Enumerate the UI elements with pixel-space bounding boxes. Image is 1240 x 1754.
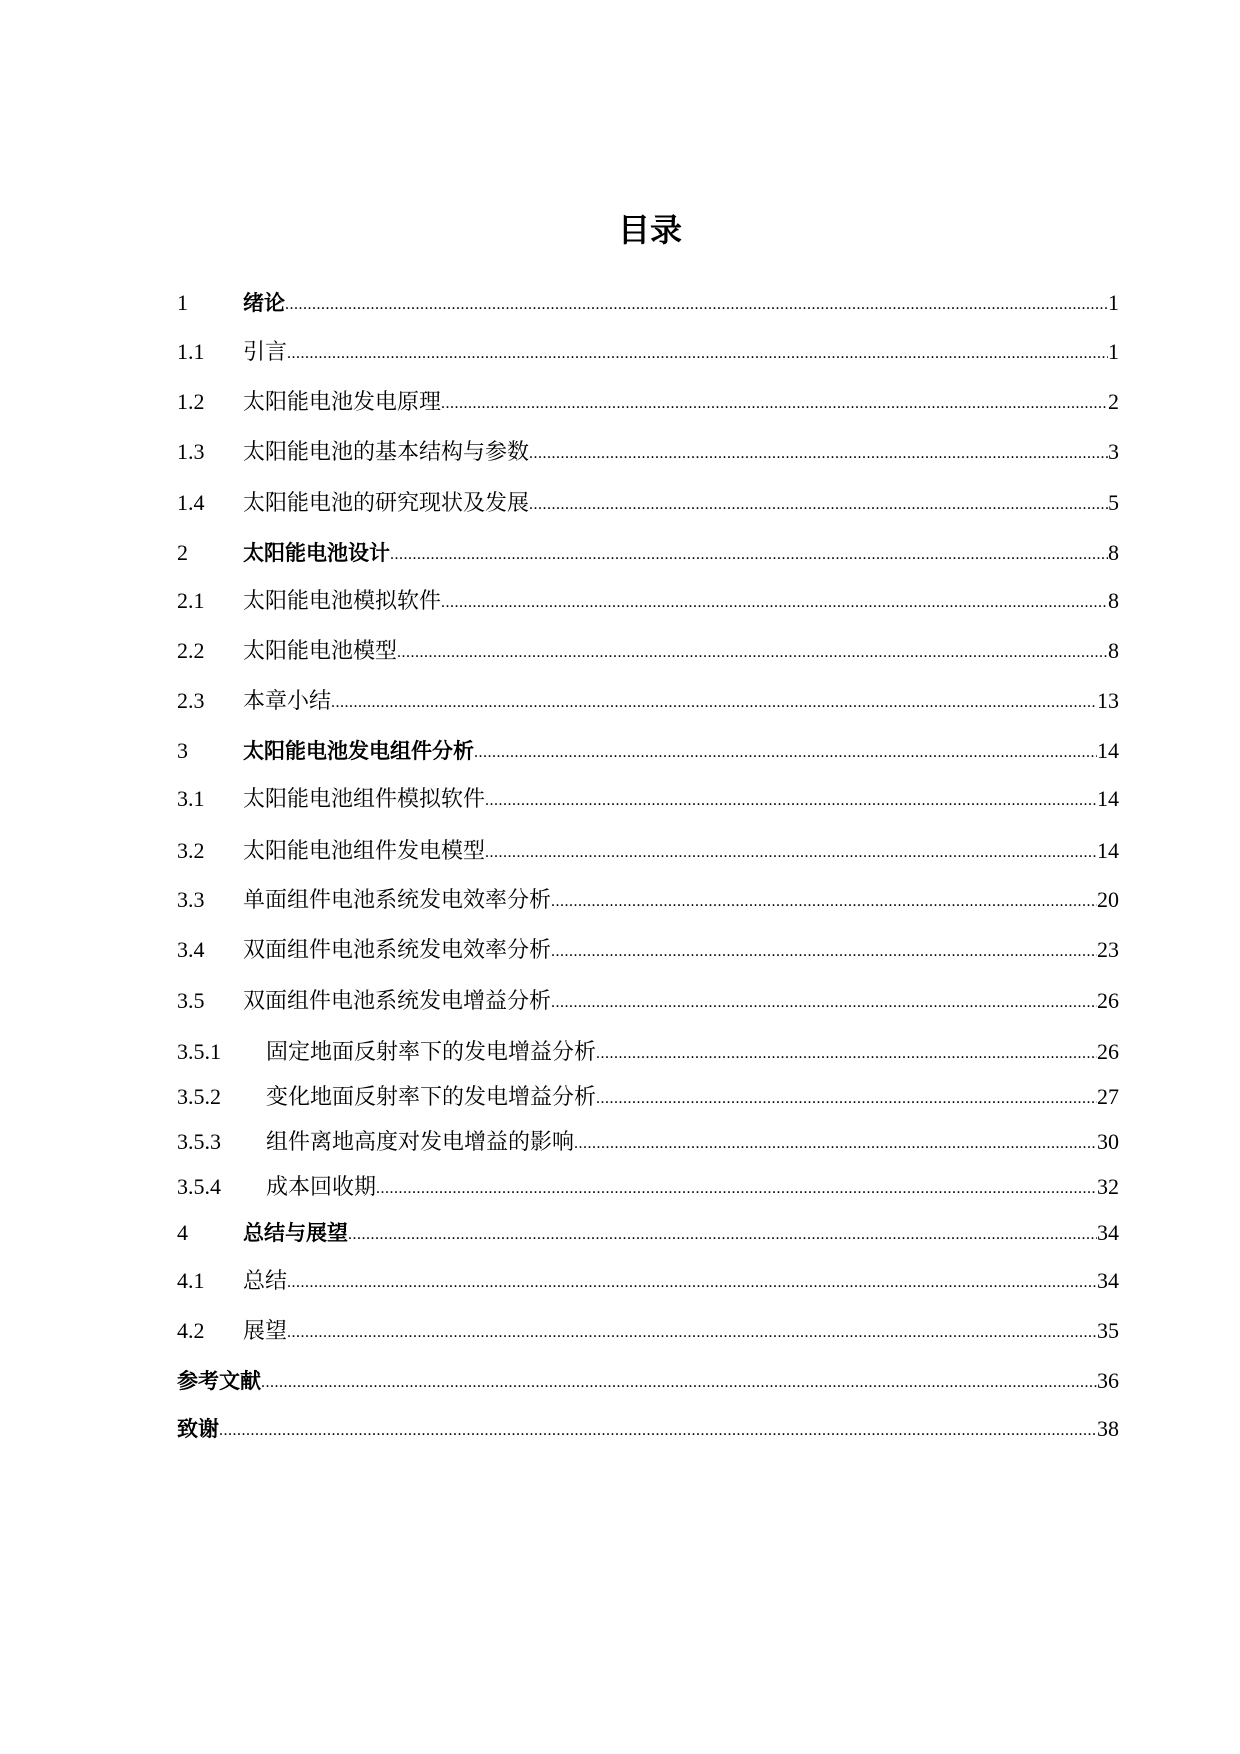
leader-dots bbox=[551, 939, 1097, 965]
toc-entry-label: 太阳能电池模拟软件 bbox=[243, 588, 442, 613]
toc-entry-number: 3.5.1 bbox=[177, 1039, 221, 1064]
toc-entry-page: 14 bbox=[1097, 838, 1119, 863]
toc-entry-label: 参考文献 bbox=[177, 1369, 261, 1393]
toc-entry-label: 太阳能电池模型 bbox=[243, 638, 398, 663]
toc-entry-page: 30 bbox=[1097, 1129, 1119, 1154]
toc-entry[interactable] bbox=[177, 986, 1119, 1016]
toc-entry-label: 太阳能电池设计 bbox=[243, 541, 390, 565]
toc-entry-number: 3.5.2 bbox=[177, 1084, 221, 1109]
toc-entry-number: 2.2 bbox=[177, 638, 205, 663]
toc-entry-page: 2 bbox=[1108, 389, 1119, 414]
toc-entry[interactable] bbox=[177, 836, 1119, 866]
leader-dots bbox=[287, 1270, 1097, 1296]
toc-entry-number: 2.1 bbox=[177, 588, 205, 613]
toc-entry[interactable] bbox=[177, 636, 1119, 666]
toc-entry-number: 4.2 bbox=[177, 1318, 205, 1343]
toc-entry[interactable] bbox=[177, 288, 1119, 318]
toc-entry-page: 34 bbox=[1097, 1220, 1119, 1245]
leader-dots bbox=[551, 889, 1097, 915]
toc-entry-label: 固定地面反射率下的发电增益分析 bbox=[266, 1039, 597, 1064]
leader-dots bbox=[529, 492, 1108, 518]
leader-dots bbox=[485, 840, 1097, 866]
toc-entry-label: 致谢 bbox=[177, 1417, 219, 1441]
toc-entry-page: 26 bbox=[1097, 988, 1119, 1013]
leader-dots bbox=[348, 1222, 1097, 1248]
toc-entry[interactable] bbox=[177, 538, 1119, 568]
toc-entry-label: 太阳能电池发电组件分析 bbox=[243, 739, 474, 763]
toc-entry[interactable] bbox=[177, 586, 1119, 616]
toc-entry-page: 32 bbox=[1097, 1174, 1119, 1199]
toc-entry-page: 36 bbox=[1097, 1368, 1119, 1393]
toc-entry-number: 4.1 bbox=[177, 1268, 205, 1293]
toc-entry-label: 双面组件电池系统发电效率分析 bbox=[243, 937, 552, 962]
leader-dots bbox=[390, 542, 1108, 568]
leader-dots bbox=[287, 341, 1108, 367]
leader-dots bbox=[331, 690, 1097, 716]
toc-entry-label: 太阳能电池的研究现状及发展 bbox=[243, 490, 530, 515]
toc-entry-number: 4 bbox=[177, 1220, 188, 1245]
toc-entry[interactable] bbox=[177, 885, 1119, 915]
toc-entry-label: 单面组件电池系统发电效率分析 bbox=[243, 887, 552, 912]
leader-dots bbox=[529, 441, 1108, 467]
toc-entry[interactable] bbox=[177, 1414, 1119, 1444]
leader-dots bbox=[397, 640, 1108, 666]
leader-dots bbox=[596, 1086, 1097, 1112]
toc-entry-page: 35 bbox=[1097, 1318, 1119, 1343]
toc-entry[interactable] bbox=[177, 387, 1119, 417]
toc-entry-number: 1.3 bbox=[177, 439, 205, 464]
toc-entry-number: 1 bbox=[177, 290, 188, 315]
leader-dots bbox=[574, 1131, 1097, 1157]
toc-entry-page: 14 bbox=[1097, 786, 1119, 811]
leader-dots bbox=[376, 1176, 1097, 1202]
toc-entry-page: 1 bbox=[1108, 290, 1119, 315]
toc-entry-page: 5 bbox=[1108, 490, 1119, 515]
toc-entry[interactable] bbox=[177, 736, 1119, 766]
toc-entry-label: 引言 bbox=[243, 339, 288, 364]
toc-entry-label: 双面组件电池系统发电增益分析 bbox=[243, 988, 552, 1013]
toc-entry-label: 总结 bbox=[243, 1268, 288, 1293]
toc-entry-label: 太阳能电池组件发电模型 bbox=[243, 838, 486, 863]
page-title: 目录 bbox=[617, 211, 682, 249]
toc-entry-page: 13 bbox=[1097, 688, 1119, 713]
toc-entry-label: 成本回收期 bbox=[266, 1174, 377, 1199]
leader-dots bbox=[485, 788, 1097, 814]
toc-entry[interactable] bbox=[177, 488, 1119, 518]
leader-dots bbox=[596, 1041, 1097, 1067]
toc-entry-number: 3.5.4 bbox=[177, 1174, 221, 1199]
toc-entry-number: 3.5 bbox=[177, 988, 205, 1013]
toc-entry-page: 8 bbox=[1108, 638, 1119, 663]
toc-entry-number: 3.5.3 bbox=[177, 1129, 221, 1154]
toc-entry-number: 1.1 bbox=[177, 339, 205, 364]
toc-entry-label: 组件离地高度对发电增益的影响 bbox=[266, 1129, 575, 1154]
toc-entry[interactable] bbox=[177, 784, 1119, 814]
toc-entry-label: 太阳能电池的基本结构与参数 bbox=[243, 439, 530, 464]
toc-entry[interactable] bbox=[177, 1082, 1119, 1112]
leader-dots bbox=[261, 1370, 1097, 1396]
toc-entry-number: 2.3 bbox=[177, 688, 205, 713]
toc-entry[interactable] bbox=[177, 1037, 1119, 1067]
leader-dots bbox=[287, 1320, 1097, 1346]
toc-entry-number: 3.1 bbox=[177, 786, 205, 811]
toc-entry-label: 绪论 bbox=[243, 291, 285, 315]
toc-entry-page: 8 bbox=[1108, 540, 1119, 565]
toc-entry-label: 太阳能电池组件模拟软件 bbox=[243, 786, 486, 811]
toc-entry-label: 本章小结 bbox=[243, 688, 332, 713]
toc-entry-page: 34 bbox=[1097, 1268, 1119, 1293]
toc-entry-number: 1.4 bbox=[177, 490, 205, 515]
toc-entry[interactable] bbox=[177, 1127, 1119, 1157]
leader-dots bbox=[441, 391, 1108, 417]
toc-entry[interactable] bbox=[177, 437, 1119, 467]
toc-entry-number: 1.2 bbox=[177, 389, 205, 414]
toc-entry-label: 变化地面反射率下的发电增益分析 bbox=[266, 1084, 597, 1109]
toc-entry-page: 8 bbox=[1108, 588, 1119, 613]
toc-entry-number: 3.3 bbox=[177, 887, 205, 912]
toc-entry-label: 太阳能电池发电原理 bbox=[243, 389, 442, 414]
leader-dots bbox=[551, 990, 1097, 1016]
toc-entry[interactable] bbox=[177, 1218, 1119, 1248]
toc-entry[interactable] bbox=[177, 1316, 1119, 1346]
toc-entry-page: 23 bbox=[1097, 937, 1119, 962]
toc-entry-page: 3 bbox=[1108, 439, 1119, 464]
leader-dots bbox=[285, 292, 1108, 318]
leader-dots bbox=[474, 740, 1097, 766]
toc-entry-label: 展望 bbox=[243, 1318, 288, 1343]
leader-dots bbox=[219, 1418, 1097, 1444]
toc-entry-number: 3 bbox=[177, 738, 188, 763]
toc-entry[interactable] bbox=[177, 935, 1119, 965]
toc-entry-number: 3.2 bbox=[177, 838, 205, 863]
toc-entry-page: 27 bbox=[1097, 1084, 1119, 1109]
toc-entry-number: 3.4 bbox=[177, 937, 205, 962]
toc-entry-page: 38 bbox=[1097, 1416, 1119, 1441]
toc-entry[interactable] bbox=[177, 1172, 1119, 1202]
toc-entry[interactable] bbox=[177, 337, 1119, 367]
toc-entry[interactable] bbox=[177, 686, 1119, 716]
toc-entry-page: 26 bbox=[1097, 1039, 1119, 1064]
toc-entry-page: 1 bbox=[1108, 339, 1119, 364]
leader-dots bbox=[441, 590, 1108, 616]
toc-entry-page: 14 bbox=[1097, 738, 1119, 763]
toc-entry-label: 总结与展望 bbox=[243, 1221, 348, 1245]
toc-entry-number: 2 bbox=[177, 540, 188, 565]
toc-entry[interactable] bbox=[177, 1266, 1119, 1296]
toc-entry[interactable] bbox=[177, 1366, 1119, 1396]
toc-entry-page: 20 bbox=[1097, 887, 1119, 912]
